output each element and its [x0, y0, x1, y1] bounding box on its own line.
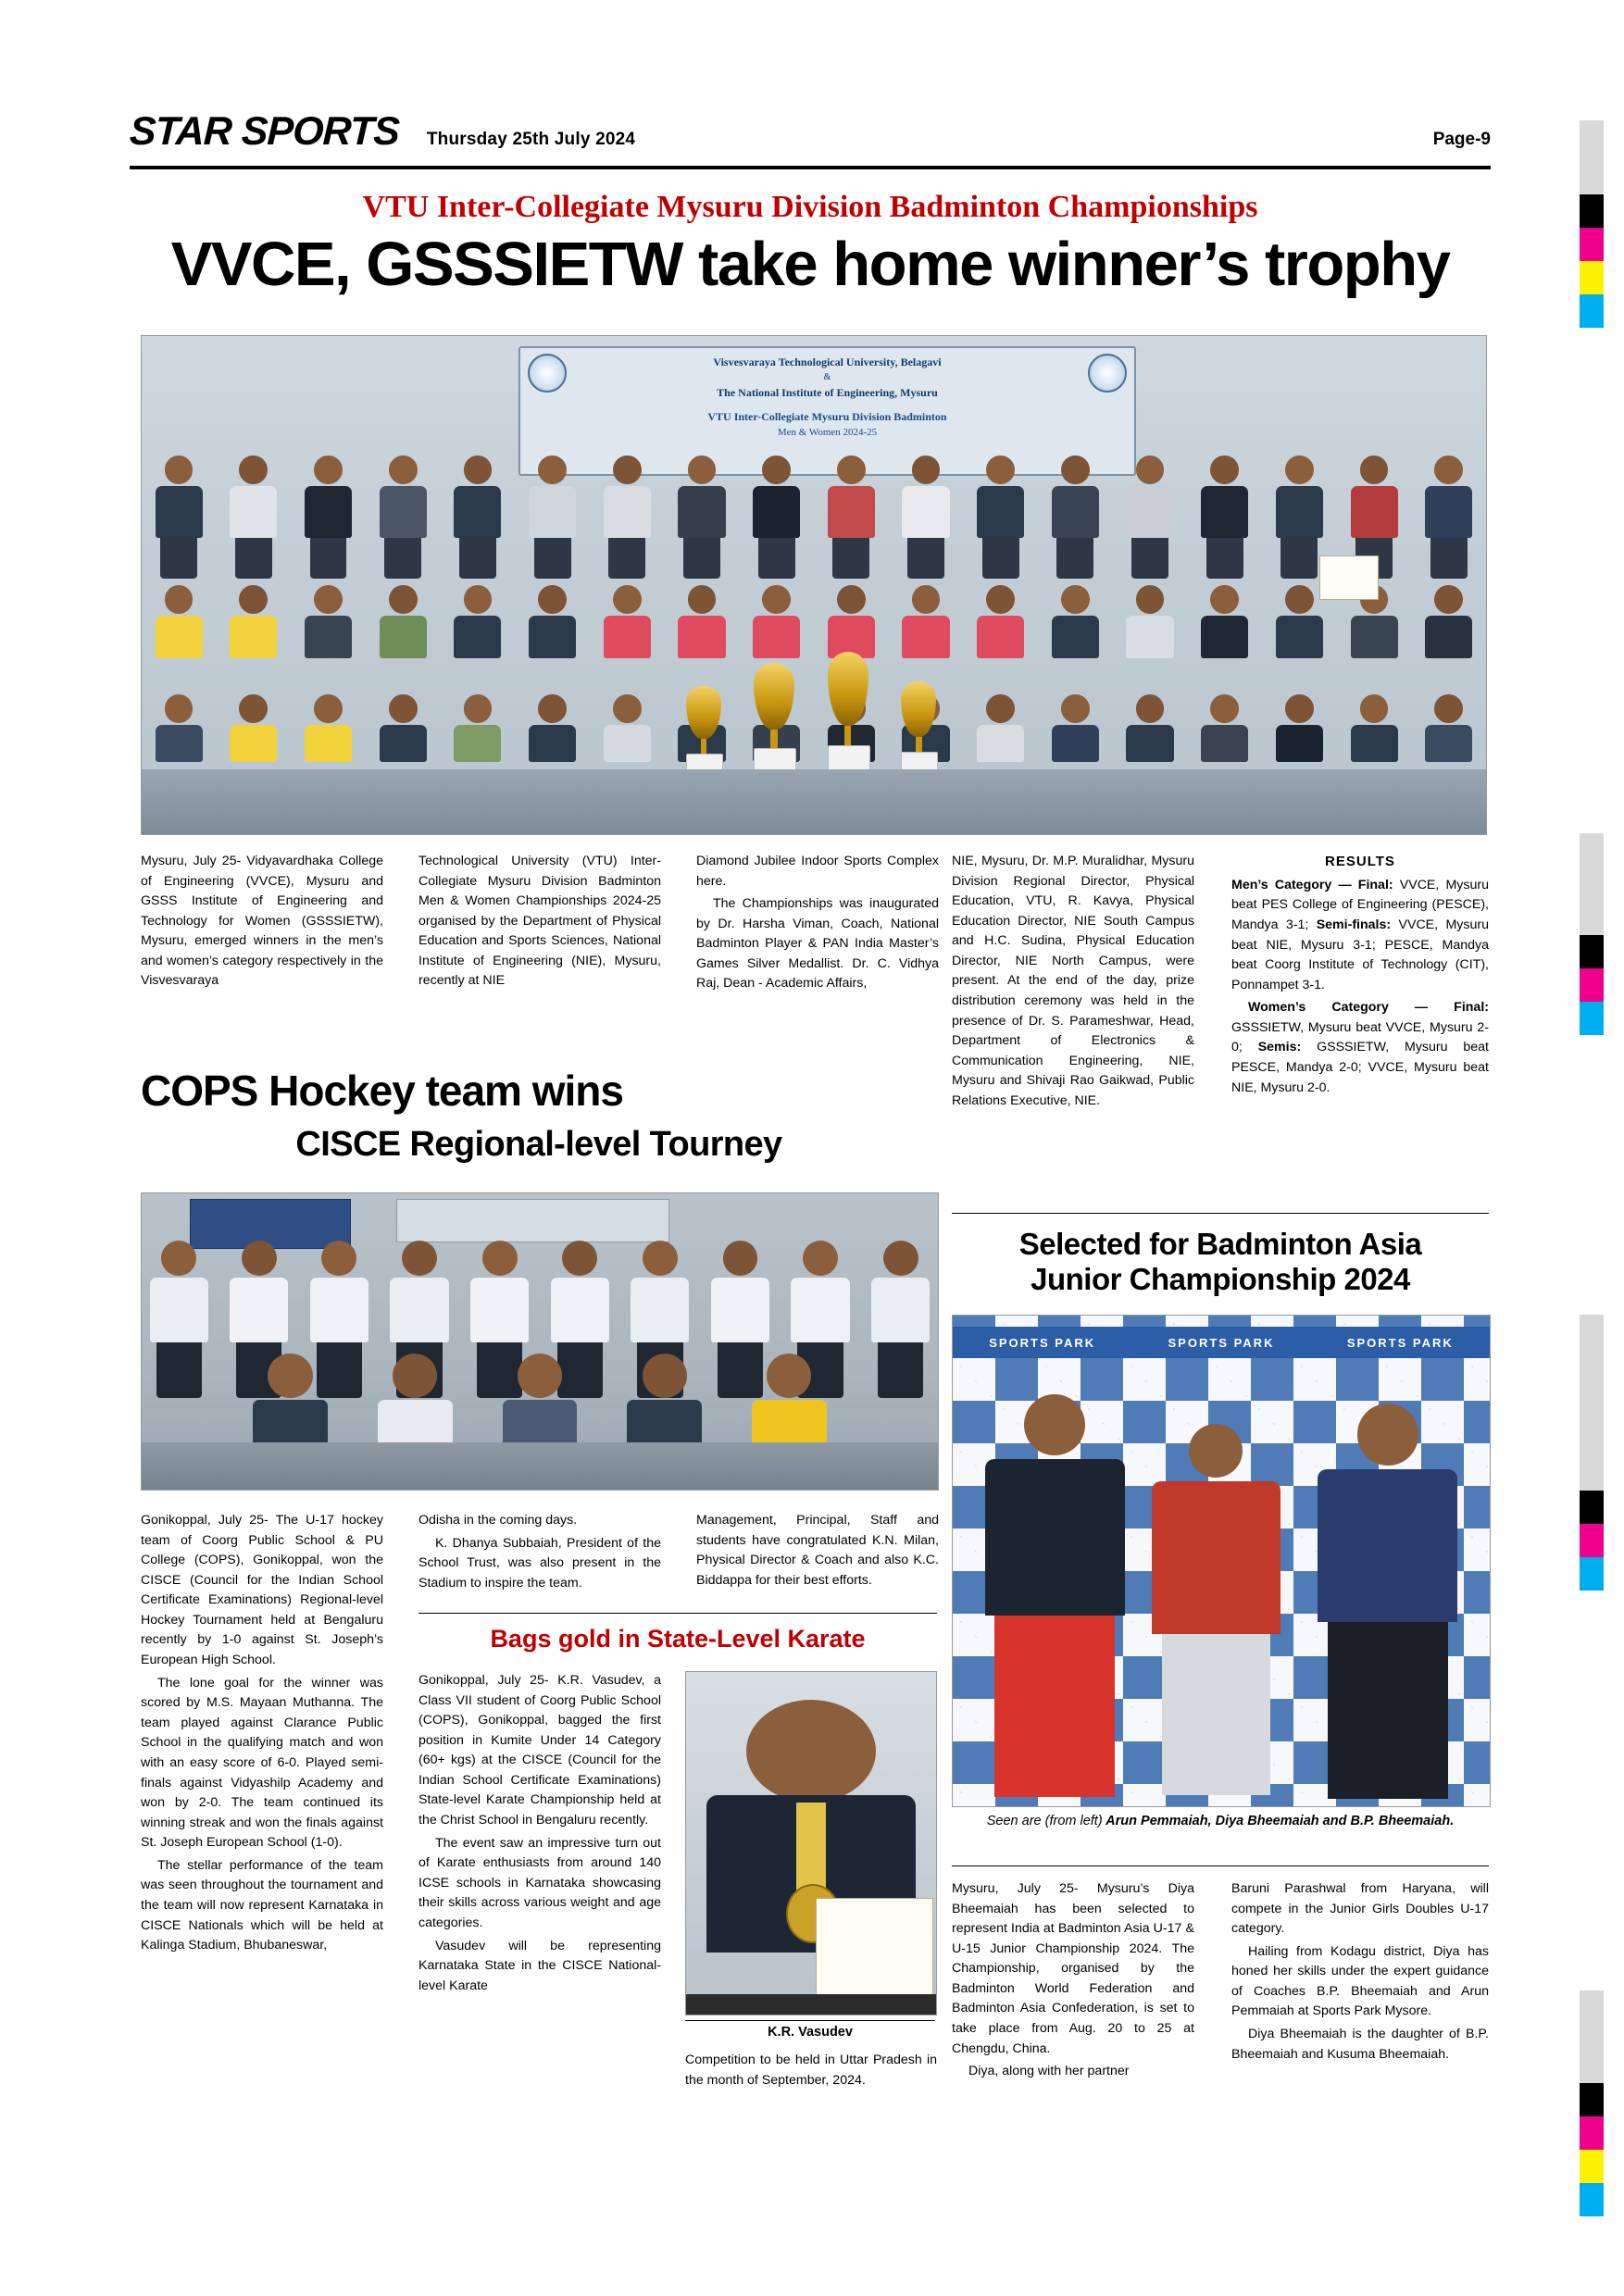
lead-column-1 [141, 852, 383, 994]
karate-photo-caption: K.R. Vasudev [685, 2020, 935, 2040]
publication-date: Thursday 25th July 2024 [426, 130, 636, 149]
banner-line-5: Men & Women 2024-25 [777, 426, 878, 438]
paragraph: The Championships was inaugurated by Dr. Harsha Viman, Coach, National Badminton Player & PAN India Master’s Games Silver Medallist. Dr. C. Vidhya Raj, Dean - Academic Affairs, [696, 896, 939, 992]
registration-bar-lower [1580, 1315, 1604, 1591]
page-number: Page-9 [1432, 130, 1491, 149]
person-diya-bheemaiah [1152, 1424, 1280, 1806]
mens-semifinals-text: VVCE, Mysuru beat NIE, Mysuru 3-1; PESCE, Mandya beat Coorg Institute of Technology (CIT), Ponnampet 3-1. [1231, 917, 1489, 992]
womens-category-text: GSSSIETW, Mysuru beat VVCE, Mysuru 2-0; [1231, 1019, 1489, 1055]
masthead [130, 109, 1491, 169]
hockey-column-1 [141, 1511, 383, 1959]
asia-photo-caption [952, 1813, 1489, 1831]
banner-line-1: Visvesvaraya Technological University, Belagavi [713, 355, 942, 368]
paragraph: Baruni Parashwal from Haryana, will compete in the Junior Girls Doubles U-17 category. [1231, 1881, 1489, 1937]
mens-category-label: Men’s Category — Final: [1231, 877, 1393, 892]
hockey-column-3 [696, 1511, 939, 1593]
person-arun-pemmaiah [985, 1394, 1125, 1806]
registration-bar-top [1580, 120, 1604, 328]
mens-category-text: VVCE, Mysuru beat PES College of Engineering (PESCE), Mandya 3-1; [1231, 877, 1489, 932]
paragraph: Diya, along with her partner [968, 2064, 1130, 2079]
caption-from-left: (from left) [1044, 1814, 1103, 1828]
lead-column-2 [418, 852, 661, 994]
asia-headline-line2: Junior Championship 2024 [1031, 1261, 1410, 1296]
lead-photo [141, 335, 1487, 835]
karate-column-1 [418, 1671, 661, 1999]
results-womens [1231, 998, 1489, 1098]
banner-line-3: The National Institute of Engineering, Mysuru [717, 385, 938, 399]
paragraph: Diamond Jubilee Indoor Sports Complex here. [696, 854, 939, 889]
results-column [1231, 852, 1489, 1101]
paragraph: The stellar performance of the team was seen throughout the tournament and the team will now represent Karnataka in CISCE Nationals which will be held at Kalinga Stadium, Bhubaneswar, [141, 1857, 383, 1953]
results-heading: RESULTS [1325, 854, 1395, 869]
person-bp-bheemaiah [1318, 1404, 1457, 1806]
certificate-icon [1319, 555, 1379, 600]
trophy-icon [754, 663, 794, 774]
publication-title: STAR SPORTS [129, 109, 400, 154]
hockey-subheadline: CISCE Regional-level Tourney [295, 1125, 782, 1164]
banner-line-2: & [823, 371, 831, 382]
banner-text: SPORTS PARK [1168, 1335, 1275, 1350]
paragraph: Technological University (VTU) Inter-Collegiate Mysuru Division Badminton Men & Women Championships 2024-25 organised by the Department of Physical Education and Sports Sciences, National Institute of Engineering (NIE), Mysuru, recently at NIE [418, 854, 661, 989]
paragraph: Diya Bheemaiah is the daughter of B.P. Bheemaiah and Kusuma Bheemaiah. [1231, 2027, 1489, 2062]
paragraph: Vasudev will be representing Karnataka State in the CISCE National-level Karate [418, 1938, 661, 1993]
sports-park-banner [953, 1327, 1490, 1358]
paragraph: Gonikoppal, July 25- The U-17 hockey team of Coorg Public School & PU College (COPS), Gonikoppal, won the CISCE (Council for the Indian School Certificate Examinations) Regional-level Hockey Tournament held at Bengaluru recently by 1-0 against St. Joseph’s European High School. [141, 1513, 383, 1668]
mens-semifinals-label: Semi-finals: [1316, 917, 1392, 932]
lead-column-4 [952, 852, 1194, 1115]
hockey-headline: COPS Hockey team wins [141, 1067, 623, 1115]
karate-student-photo [685, 1671, 937, 2015]
banner-text: SPORTS PARK [1346, 1335, 1454, 1350]
womens-semis-label: Semis: [1257, 1040, 1302, 1055]
asia-headline [952, 1227, 1489, 1297]
lead-column-3 [696, 852, 939, 997]
trophy-icon [901, 681, 936, 774]
asia-photo [952, 1315, 1491, 1807]
karate-headline: Bags gold in State-Level Karate [490, 1625, 866, 1653]
lead-headline: VVCE, GSSSIETW take home winner’s trophy [170, 230, 1450, 299]
womens-semis-text: GSSSIETW, Mysuru beat PESCE, Mandya 2-0; VVCE, Mysuru beat NIE, Mysuru 2-0. [1231, 1040, 1489, 1095]
paragraph: Mysuru, July 25- Vidyavardhaka College of Engineering (VVCE), Mysuru and GSSS Institute of Engineering and Technology for Women (GSSSIETW), Mysuru, emerged winners in the men’s and women’s category respectively in the Visvesvaraya [141, 854, 383, 989]
trophy-icon [686, 686, 721, 774]
paragraph: The lone goal for the winner was scored by M.S. Mayaan Muthanna. The team played against Clarance Public School in the qualifying match and won with an easy score of 6-0. Played semi-finals against Vidyashilp Academy and won by 2-0. The team continued its winning streak and won the finals against St. Joseph European School (1-0). [141, 1675, 383, 1851]
karate-column-2 [685, 2051, 937, 2093]
paragraph: Odisha in the coming days. [418, 1513, 578, 1528]
registration-bar-bottom [1580, 1990, 1604, 2216]
paragraph: Hailing from Kodagu district, Diya has honed her skills under the expert guidance of Coaches B.P. Bheemaiah and Arun Pemmaiah at Sports Park Mysore. [1231, 1943, 1489, 2019]
paragraph: NIE, Mysuru, Dr. M.P. Muralidhar, Mysuru Division Regional Director, Physical Education, VTU, R. Kavya, Physical Education Director, NIE South Campus and H.C. Sudina, Physical Education Director, NIE North Campus, were present. At the end of the day, prize distribution ceremony was held in the presence of Dr. S. Parameshwar, Head, Department of Electronics & Communication Engineering, NIE, Mysuru and Shivaji Rao Gaikwad, Public Relations Executive, NIE. [952, 854, 1194, 1108]
divider [952, 1213, 1489, 1214]
paragraph: Competition to be held in Uttar Pradesh in the month of September, 2024. [685, 2053, 937, 2088]
asia-column-2 [1231, 1879, 1489, 2067]
caption-names: Arun Pemmaiah, Diya Bheemaiah and B.P. Bheemaiah. [1102, 1814, 1455, 1828]
results-mens [1231, 876, 1489, 995]
hockey-column-2 [418, 1511, 661, 1596]
divider [418, 1613, 937, 1614]
womens-category-label: Women’s Category — Final: [1248, 1000, 1489, 1016]
paragraph: The event saw an impressive turn out of Karate enthusiasts from around 140 ICSE schools in Karnataka showcasing their skills across various weight and age categories. [418, 1835, 661, 1930]
hockey-team-photo [141, 1192, 939, 1491]
paragraph: Management, Principal, Staff and students have congratulated K.N. Milan, Physical Director & Coach and also K.C. Biddappa for their best efforts. [696, 1513, 939, 1588]
paragraph: Gonikoppal, July 25- K.R. Vasudev, a Class VII student of Coorg Public School (COPS), Gonikoppal, bagged the first position in Kumite Under 14 Category (60+ kgs) at the CISCE (Council for the Indian School Certificate Examinations) State-level Karate Championship held at the Christ School in Bengaluru recently. [418, 1673, 661, 1828]
banner-line-4: VTU Inter-Collegiate Mysuru Division Badminton [707, 409, 947, 423]
asia-headline-line1: Selected for Badminton Asia [1018, 1227, 1422, 1261]
banner-text: SPORTS PARK [989, 1335, 1096, 1350]
lead-kicker: VTU Inter-Collegiate Mysuru Division Badminton Championships [362, 190, 1258, 224]
caption-prefix: Seen are [986, 1814, 1045, 1828]
registration-bar-middle [1580, 833, 1604, 1035]
asia-column-1 [952, 1879, 1194, 2085]
paragraph: Mysuru, July 25- Mysuru’s Diya Bheemaiah has been selected to represent India at Badminton Asia U-17 & U-15 Junior Championship 2024. The Championship, organised by the Badminton World Federation and Badminton Asia Confederation, is set to take place from Aug. 20 to 25 at Chengdu, China. [952, 1881, 1194, 2056]
trophy-icon [828, 652, 868, 774]
paragraph: K. Dhanya Subbaiah, President of the School Trust, was also present in the Stadium to inspire the team. [418, 1535, 661, 1591]
